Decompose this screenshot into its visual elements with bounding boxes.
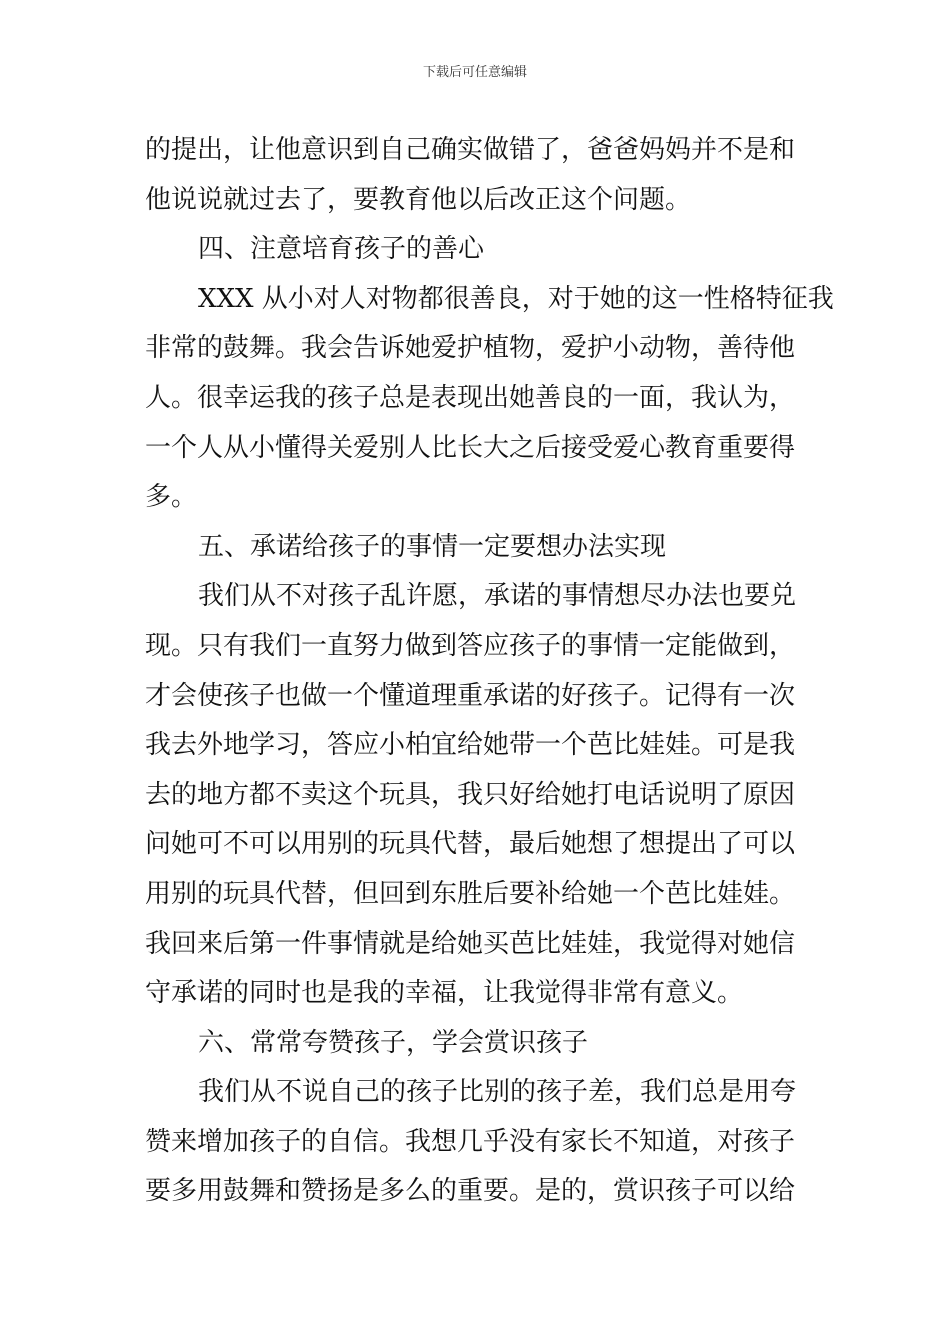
text-line: 人。很幸运我的孩子总是表现出她善良的一面，我认为，	[145, 382, 796, 413]
section-heading: 五、承诺给孩子的事情一定要想办法实现	[198, 531, 667, 562]
document-body	[145, 126, 834, 1217]
text-line: 赞来增加孩子的自信。我想几乎没有家长不知道，对孩子	[145, 1126, 796, 1157]
text-line: 现。只有我们一直努力做到答应孩子的事情一定能做到，	[145, 630, 796, 661]
text-line: 非常的鼓舞。我会告诉她爱护植物，爱护小动物，善待他	[145, 333, 796, 364]
text-line: 一个人从小懂得关爱别人比长大之后接受爱心教育重要得	[145, 432, 796, 463]
section-heading: 六、常常夸赞孩子，学会赏识孩子	[198, 1027, 589, 1058]
text-line: 的提出，让他意识到自己确实做错了，爸爸妈妈并不是和	[145, 135, 796, 165]
text-line: 用别的玩具代替，但回到东胜后要补给她一个芭比娃娃。	[145, 878, 796, 909]
text-line: 守承诺的同时也是我的幸福，让我觉得非常有意义。	[145, 978, 744, 1009]
text-line: 要多用鼓舞和赞扬是多么的重要。是的，赏识孩子可以给	[145, 1176, 796, 1207]
text-line: 我们从不对孩子乱许愿，承诺的事情想尽办法也要兑	[198, 581, 797, 612]
text-line: 才会使孩子也做一个懂道理重承诺的好孩子。记得有一次	[145, 680, 796, 711]
text-line: 问她可不可以用别的玩具代替，最后她想了想提出了可以	[145, 829, 796, 860]
text-line: 他说说就过去了，要教育他以后改正这个问题。	[145, 184, 692, 215]
section-heading: 四、注意培育孩子的善心	[198, 234, 485, 265]
text-line: 多。	[145, 482, 198, 513]
page-header: 下载后可任意编辑	[422, 65, 527, 80]
text-line: 我们从不说自己的孩子比别的孩子差，我们总是用夸	[198, 1077, 797, 1108]
text-line: 我去外地学习，答应小柏宜给她带一个芭比娃娃。可是我	[145, 730, 796, 761]
text-line: XXX 从小对人对物都很善良，对于她的这一性格特征我	[198, 283, 834, 314]
text-line: 去的地方都不卖这个玩具，我只好给她打电话说明了原因	[145, 779, 796, 810]
text-line: 我回来后第一件事情就是给她买芭比娃娃，我觉得对她信	[145, 928, 796, 959]
